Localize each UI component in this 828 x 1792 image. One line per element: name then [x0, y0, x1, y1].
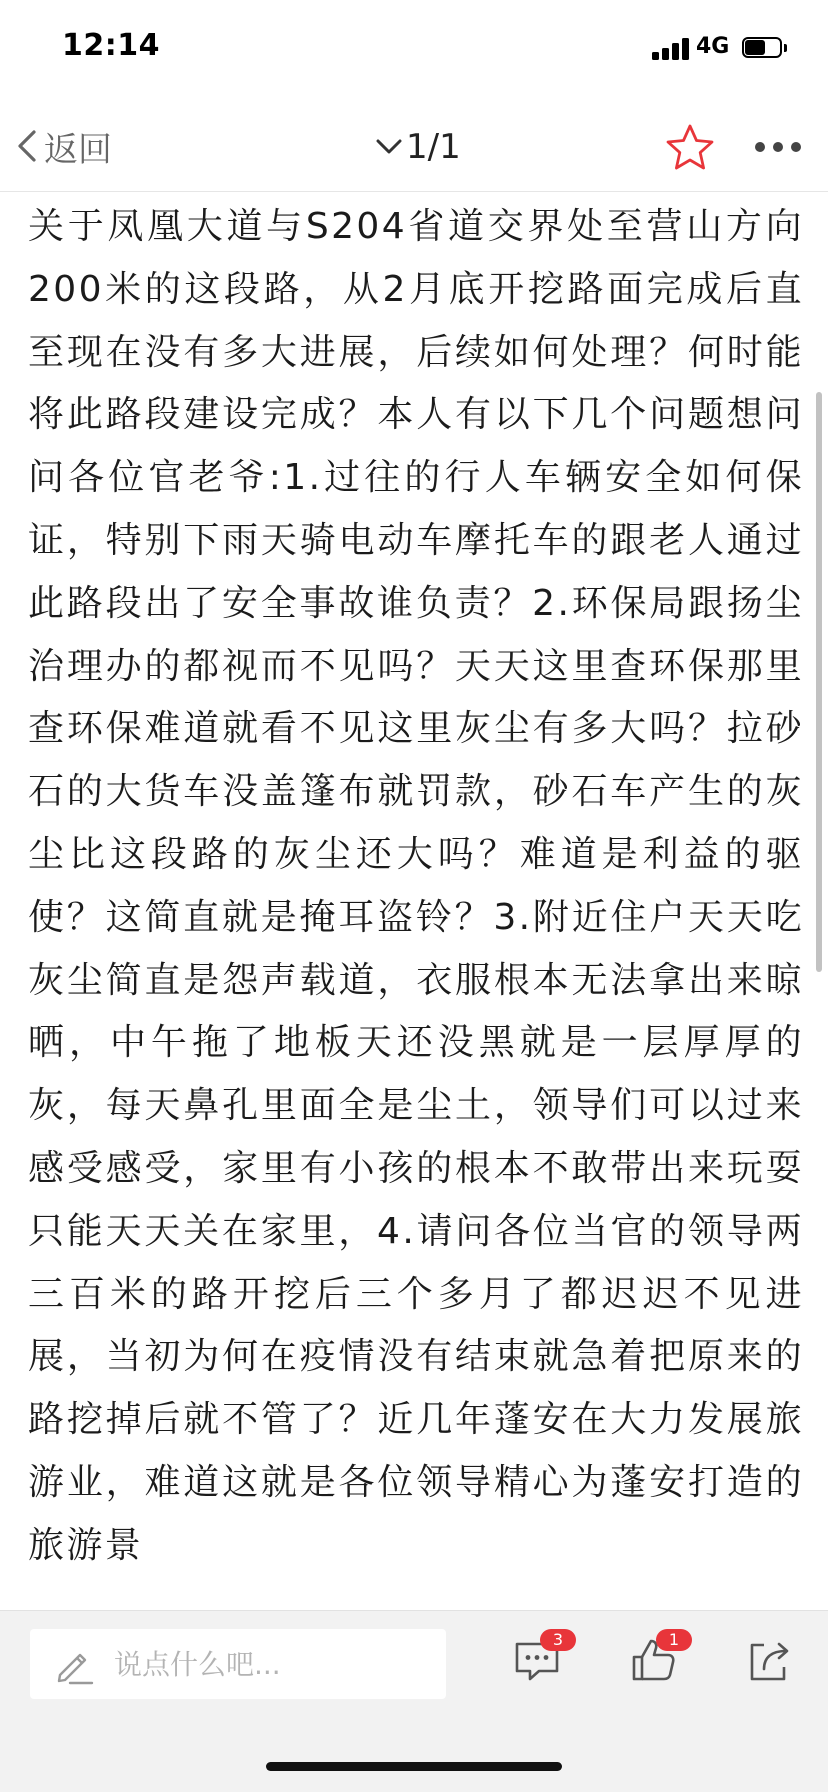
battery-level	[745, 40, 765, 55]
comment-count-badge: 3	[540, 1629, 576, 1651]
comment-input[interactable]	[30, 1629, 446, 1699]
favorite-button[interactable]	[664, 122, 716, 174]
article-body: 关于凤凰大道与S204省道交界处至营山方向200米的这段路，从2月底开挖路面完成后直至现在没有多大进展，后续如何处理？何时能将此路段建设完成？本人有以下几个问题想问问各位官老爷:1.过往的行人车辆安全如何保证，特别下雨天骑电动车摩托车的跟老人通过此路段出了安全事故谁负责？2.环保局跟扬尘治理办的都视而不见吗？天天这里查环保那里查环保难道就看不见这里灰尘有多大吗？拉砂石的大货车没盖篷布就罚款，砂石车产生的灰尘比这段路的灰尘还大吗？难道是利益的驱使？这简直就是掩耳盗铃？3.附近住户天天吃灰尘简直是怨声载道，衣服根本无法拿出来晾晒，中午拖了地板天还没黑就是一层厚厚的灰，每天鼻孔里面全是尘土，领导们可以过来感受感受，家里有小孩的根本不敢带出来玩耍只能天天关在家里，4.请问各位当官的领导两三百米的路开挖后三个多月了都迟迟不见进展，当初为何在疫情没有结束就急着把原来的路挖掉后就不管了？近几年蓬安在大力发展旅游业，难道这就是各位领导精心为蓬安打造的旅游景	[28, 206, 804, 1566]
more-button[interactable]	[752, 132, 804, 162]
page-indicator[interactable]	[374, 122, 461, 172]
status-time: 12:14	[62, 28, 160, 63]
network-type: 4G	[696, 34, 730, 59]
battery-icon	[742, 37, 788, 60]
article-content[interactable]	[28, 194, 804, 1610]
status-bar	[0, 0, 828, 100]
nav-bar	[0, 100, 828, 192]
share-button[interactable]	[744, 1635, 794, 1685]
more-dots-icon	[752, 132, 804, 162]
page-indicator-label: 1/1	[406, 127, 461, 167]
scrollbar[interactable]	[816, 392, 822, 972]
share-icon	[744, 1635, 794, 1685]
like-button[interactable]	[628, 1630, 680, 1685]
home-indicator[interactable]	[266, 1762, 562, 1771]
back-label: 返回	[44, 129, 112, 170]
back-button[interactable]	[14, 120, 112, 172]
chevron-down-icon	[374, 137, 404, 157]
star-icon	[664, 122, 716, 174]
comment-button[interactable]	[512, 1630, 564, 1685]
chevron-left-icon	[14, 126, 42, 166]
signal-strength-icon	[652, 38, 690, 60]
like-count-badge: 1	[656, 1629, 692, 1651]
